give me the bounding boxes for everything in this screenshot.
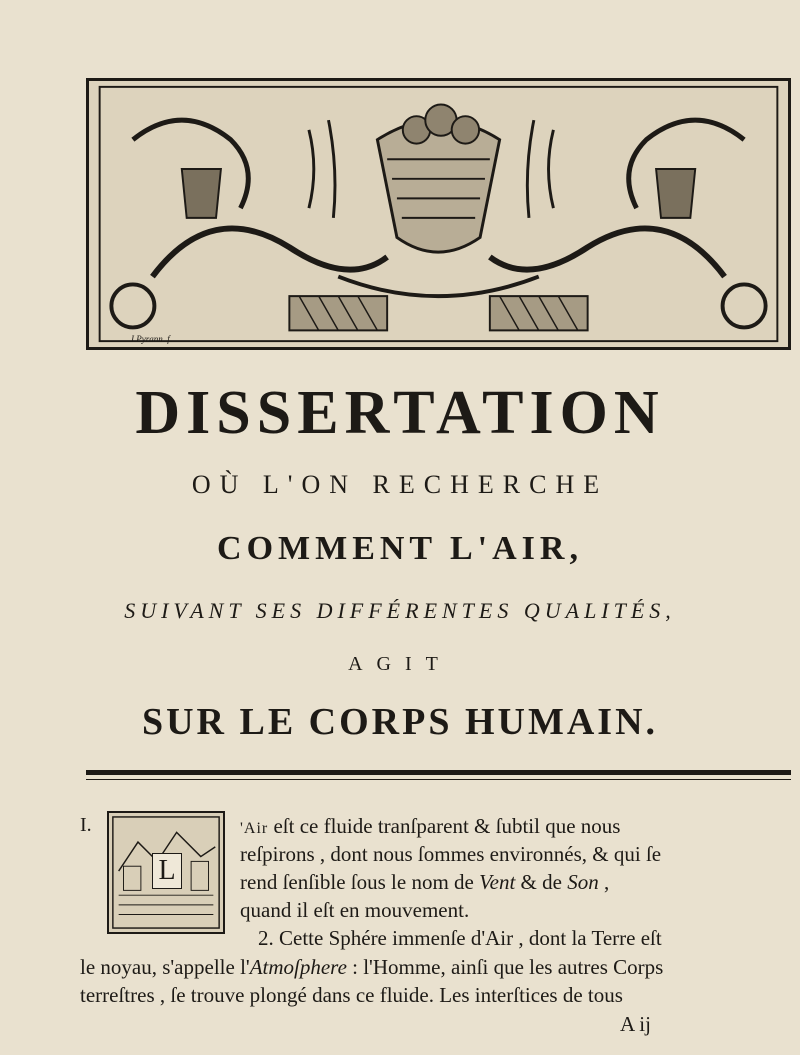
text-word-son: Son <box>567 870 599 894</box>
title-line-dissertation: DISSERTATION <box>135 379 665 447</box>
text-word-vent: Vent <box>479 870 516 894</box>
engraver-signature: J.Pyrann. f. <box>130 334 172 344</box>
text-line-3-b: & de <box>515 870 568 894</box>
text-line-6-a: le noyau, s'appelle l' <box>80 955 250 979</box>
headpiece-ornament-graphic <box>89 81 788 347</box>
section-rule-thick <box>86 770 791 775</box>
text-line-6 <box>80 955 663 980</box>
text-word-atmosphere: Atmoſphere <box>249 955 347 979</box>
text-line-4: quand il eſt en mouvement. <box>240 898 470 922</box>
title-line-qualites: SUIVANT SES DIFFÉRENTES QUALITÉS, <box>124 598 676 623</box>
text-line-1-lead: 'Air <box>240 820 269 837</box>
title-line-corps-humain: SUR LE CORPS HUMAIN. <box>141 701 659 743</box>
paragraph-number: I. <box>80 814 92 836</box>
title-line-agit: AGIT <box>348 653 452 675</box>
text-line-2: reſpirons , dont nous ſommes environnés, & qui ſe <box>240 842 662 866</box>
title-line-comment-air: COMMENT L'AIR, <box>217 530 583 567</box>
text-line-3-c: , <box>598 870 610 894</box>
title-line-recherche: OÙ L'ON RECHERCHE <box>191 470 609 499</box>
text-line-3 <box>240 870 609 895</box>
text-line-1-rest: eſt ce fluide tranſparent & ſubtil que nous <box>268 814 621 838</box>
decorated-initial <box>107 811 225 934</box>
ornamental-headpiece <box>86 78 791 350</box>
text-line-6-b: : l'Homme, ainſi que les autres Corps <box>346 955 664 979</box>
section-rule-thin <box>86 779 791 780</box>
initial-letter: L <box>152 853 182 889</box>
signature-mark: A ij <box>620 1012 651 1036</box>
text-line-5: 2. Cette Sphére immenſe d'Air , dont la Terre eſt <box>258 926 662 950</box>
text-line-1 <box>240 814 620 839</box>
text-line-7: terreſtres , ſe trouve plongé dans ce fluide. Les interſtices de tous <box>80 983 623 1007</box>
text-line-3-a: rend ſenſible ſous le nom de <box>240 870 480 894</box>
